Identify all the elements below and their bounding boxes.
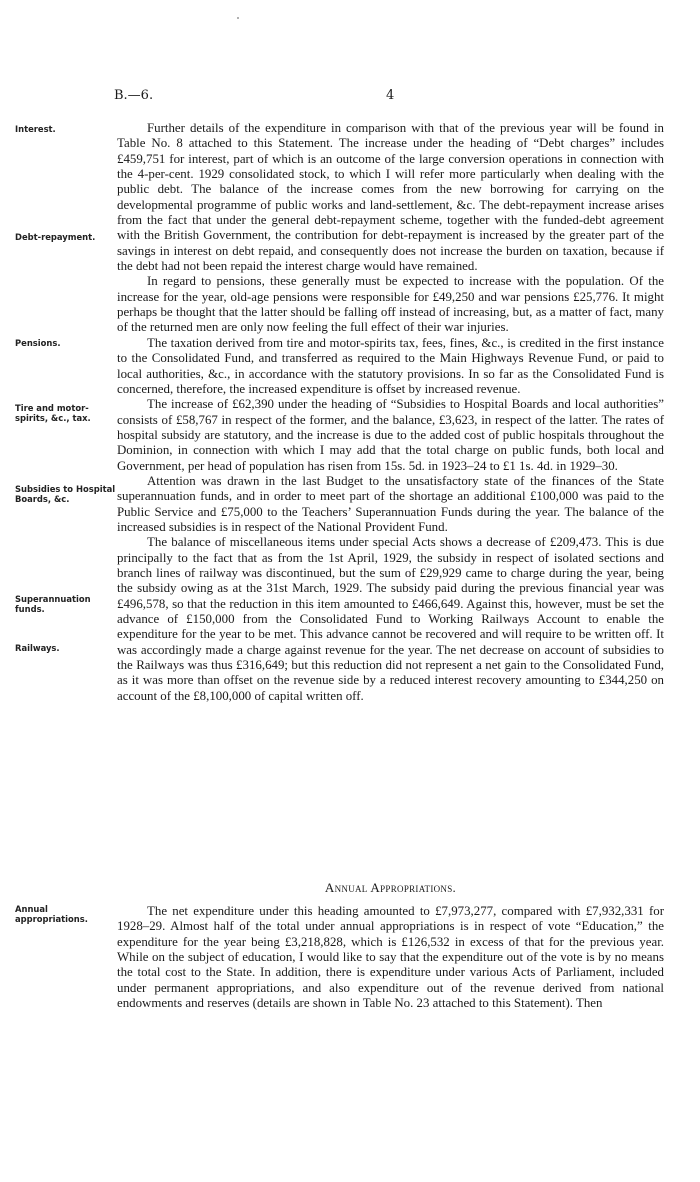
paragraph-hospital-subsidies: The increase of £62,390 under the heading of “Subsidies to Hospital Boards and local authorities” consists of £58,767 in respect of the former, and the balance, £3,623, in respect of the latter. The rates of hospital subsidy are statutory, and the increase is due to the added cost of public hospitals throughout the Dominion, in connection with which I may add that the total charge on public funds, both local and Government, per head of population has risen from 15s. 5d. in 1923–24 to £1 1s. 4d. in 1929–30.	[117, 397, 664, 473]
sidenote-annual-appropriations: Annual appropriations.	[15, 904, 88, 924]
paragraph-superannuation: Attention was drawn in the last Budget to the unsatisfactory state of the finances of the State superannuation funds, and in order to meet part of the shortage an additional £100,000 was paid to the Public Service and £75,000 to the Teachers’ Superannuation Funds during the year. The balance of the increased subsidies is in respect of the National Provident Fund.	[117, 473, 664, 534]
sidenote-tire-motor-spirits: Tire and motor-spirits, &c., tax.	[15, 403, 91, 423]
paragraph-tire-tax: The taxation derived from tire and motor-spirits tax, fees, fines, &c., is credited in the first instance to the Consolidated Fund, and transferred as required to the Main Highways Revenue Fund, or paid to local authorities, &c., in accordance with the statutory provisions. In so far as the Consolidated Fund is concerned, therefore, the increased expenditure is offset by increased revenue.	[117, 335, 664, 396]
stray-mark	[237, 17, 239, 19]
section-heading: Annual Appropriations.	[324, 880, 457, 895]
paragraph-annual-appropriations: The net expenditure under this heading amounted to £7,973,277, compared with £7,932,331 for 1928–29. Almost half of the total under annual appropriations is in respect of vote “Education,” the expenditure for the year being £3,218,828, which is £126,532 in excess of that for the previous year. While on the subject of education, I would like to say that the expenditure out of the vote is by no means the total cost to the State. In addition, there is expenditure under various Acts of Parliament, included under permanent appropriations, and also expenditure out of the revenue derived from national endowments and reserves (details are shown in Table No. 23 attached to this Statement). Then	[117, 904, 664, 1011]
sidenote-interest: Interest.	[15, 124, 56, 134]
paragraph-interest-debt: Further details of the expenditure in comparison with that of the previous year will be found in Table No. 8 attached to this Statement. The increase under the heading of “Debt charges” includes £459,751 for interest, part of which is an outcome of the large conversion operations in connection with the 4-per-cent. 1929 consolidated stock, to which I will refer more particularly when dealing with the public debt. The balance of the increase comes from the new borrowing for carrying on the developmental programme of public works and land-settlement, &c. The debt-repayment increase arises from the fact that under the general debt-repayment scheme, together with the funded-debt agreement with the British Government, the contribution for debt-repayment is increased by the greater part of the savings in interest on debt repaid, and consequently does not increase the burden on taxation, because if the debt had not been repaid the interest charge would have remained.	[117, 121, 664, 274]
sidenote-debt-repayment: Debt-repayment.	[15, 232, 96, 242]
annual-appropriations-block	[117, 904, 664, 1011]
sidenote-pensions: Pensions.	[15, 338, 61, 348]
body-text-block	[117, 121, 664, 704]
page-header	[114, 88, 666, 108]
paragraph-railways: The balance of miscellaneous items under special Acts shows a decrease of £209,473. This is due principally to the fact that as from the 1st April, 1929, the subsidy in respect of isolated sections and branch lines of railway was discontinued, but the sum of £29,929 came to charge during the year, being the subsidy owing as at the 31st March, 1929. The subsidy paid during the previous financial year was £496,578, so that the reduction in this item amounted to £466,649. Against this, however, must be set the advance of £150,000 from the Consolidated Fund to Working Railways Account to enable the expenditure for the year to be met. This advance cannot be recovered and will require to be written off. It was accordingly made a charge against revenue for the year. The net decrease on account of subsidies to the Railways was thus £316,649; but this reduction did not represent a net gain to the Consolidated Fund, as it was more than offset on the revenue side by a reduced interest recovery amounting to £344,250 on account of the £8,100,000 of capital written off.	[117, 535, 664, 703]
document-reference: B.—6.	[114, 88, 154, 103]
page-number: 4	[386, 88, 395, 103]
sidenote-hospital-subsidies: Subsidies to Hospital Boards, &c.	[15, 484, 116, 504]
sidenote-superannuation: Superannuation funds.	[15, 594, 91, 614]
paragraph-pensions: In regard to pensions, these generally must be expected to increase with the population. Of the increase for the year, old-age pensions were responsible for £49,250 and war pensions £25,776. It might perhaps be thought that the latter should be falling off instead of increasing, but, as a matter of fact, many of the returned men are only now feeling the full effect of their war injuries.	[117, 274, 664, 335]
sidenote-railways: Railways.	[15, 643, 60, 653]
